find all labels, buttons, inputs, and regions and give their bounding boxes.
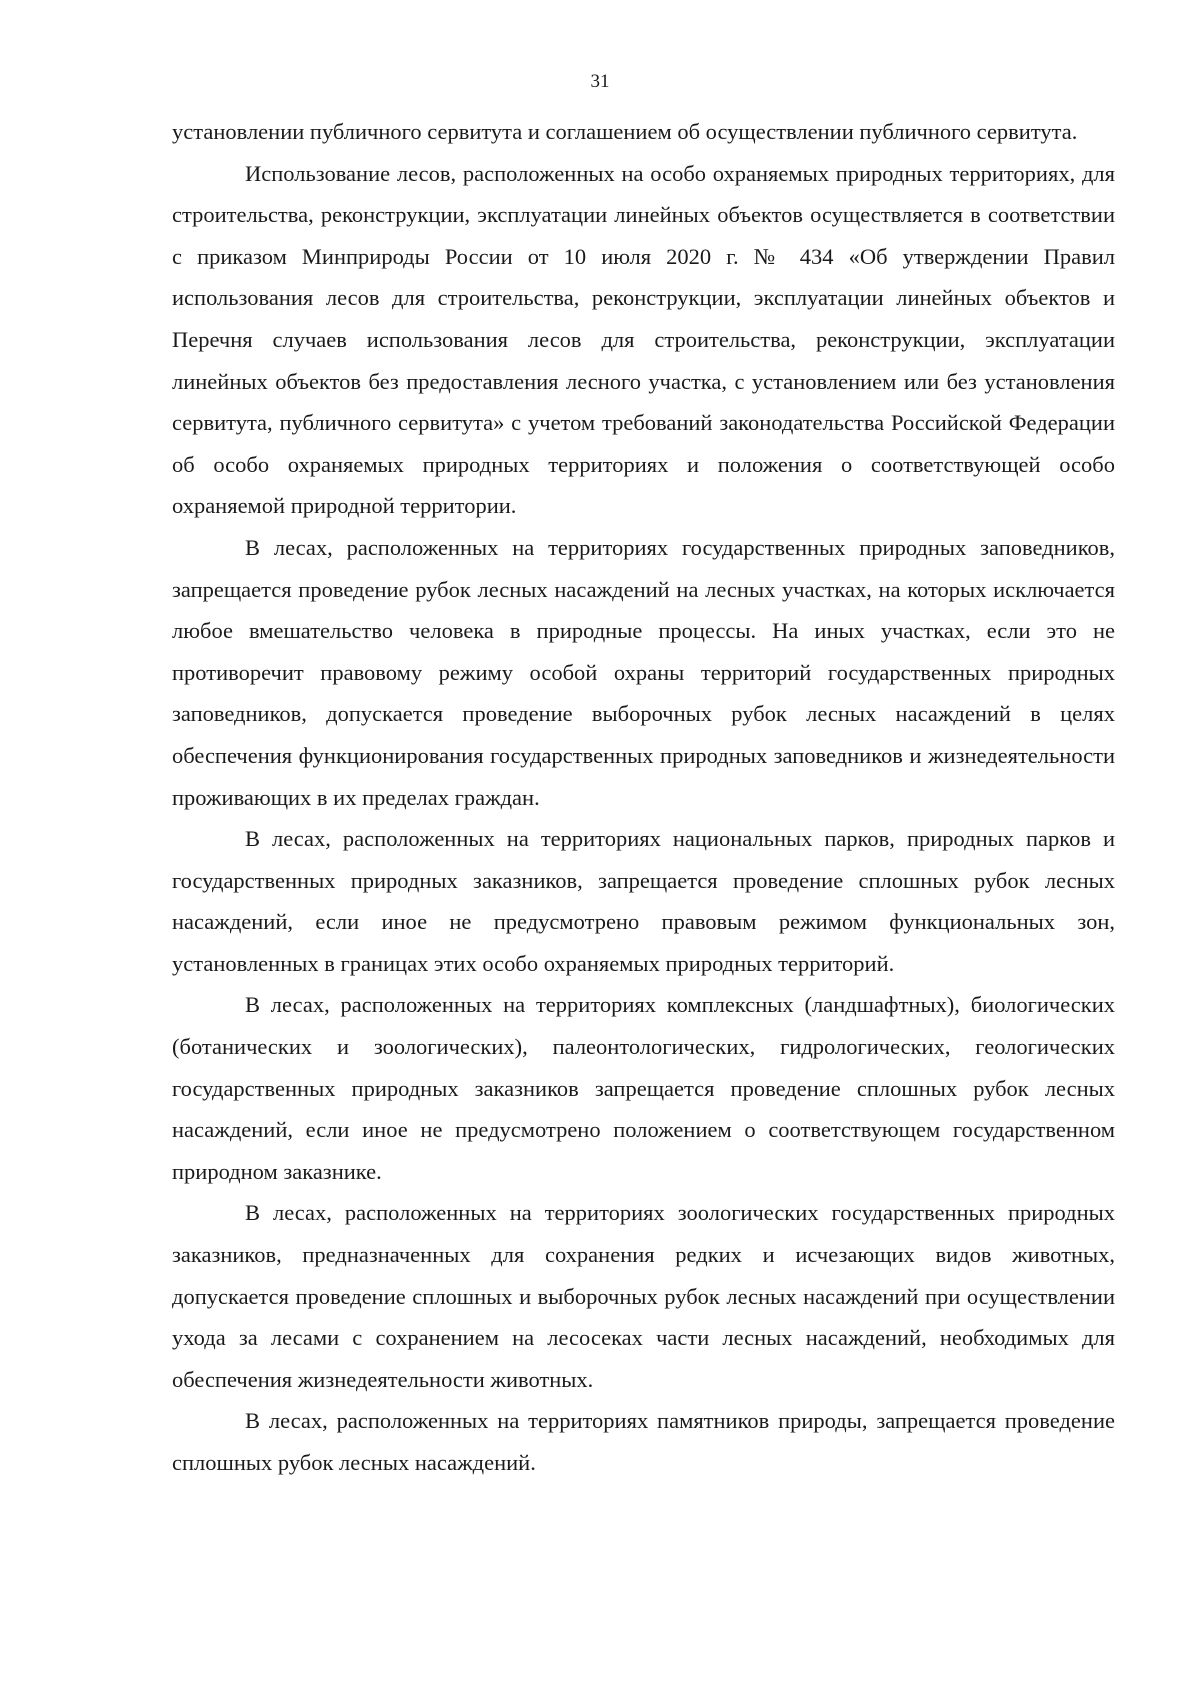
paragraph-complex-sanctuaries: В лесах, расположенных на территориях комплексных (ландшафтных), биологических (ботанических и зоологических), палеонтологических, гидрологических, геологических государственных природных заказников запрещается проведение сплошных рубок лесных насаждений, если иное не предусмотрено положением о соответствующем государственном природном заказнике. <box>172 992 1115 1184</box>
paragraph-nature-reserves: В лесах, расположенных на территориях государственных природных заповедников, запрещается проведение рубок лесных насаждений на лесных участках, на которых исключается любое вмешательство человека в природные процессы. На иных участках, если это не противоречит правовому режиму особой охраны территорий государственных природных заповедников, допускается проведение выборочных рубок лесных насаждений в целях обеспечения функционирования государственных природных заповедников и жизнедеятельности проживающих в их пределах граждан. <box>172 534 1115 810</box>
paragraph-natural-monuments: В лесах, расположенных на территориях памятников природы, запрещается проведение сплошных рубок лесных насаждений. <box>172 1408 1115 1475</box>
paragraph-zoological-sanctuaries: В лесах, расположенных на территориях зоологических государственных природных заказников, предназначенных для сохранения редких и исчезающих видов животных, допускается проведение сплошных и выборочных рубок лесных насаждений при осуществлении ухода за лесами с сохранением на лесосеках части лесных насаждений, необходимых для обеспечения жизнедеятельности животных. <box>172 1200 1115 1392</box>
paragraph-protected-areas-linear-objects: Использование лесов, расположенных на особо охраняемых природных территориях, для строительства, реконструкции, эксплуатации линейных объектов осуществляется в соответствии с приказом Минприроды России от 10 июля 2020 г. № 434 «Об утверждении Правил использования лесов для строительства, реконструкции, эксплуатации линейных объектов и Перечня случаев использования лесов для строительства, реконструкции, эксплуатации линейных объектов без предоставления лесного участка, с установлением или без установления сервитута, публичного сервитута» с учетом требований законодательства Российской Федерации об особо охраняемых природных территориях и положения о соответствующей особо охраняемой природной территории. <box>172 160 1115 519</box>
page-number: 31 <box>590 71 610 92</box>
paragraph-continuation: установлении публичного сервитута и соглашением об осуществлении публичного сервитута. <box>172 119 1078 144</box>
paragraph-national-parks: В лесах, расположенных на территориях национальных парков, природных парков и государственных природных заказников, запрещается проведение сплошных рубок лесных насаждений, если иное не предусмотрено правовым режимом функциональных зон, установленных в границах этих особо охраняемых природных территорий. <box>172 826 1115 976</box>
document-body <box>172 111 1115 1484</box>
